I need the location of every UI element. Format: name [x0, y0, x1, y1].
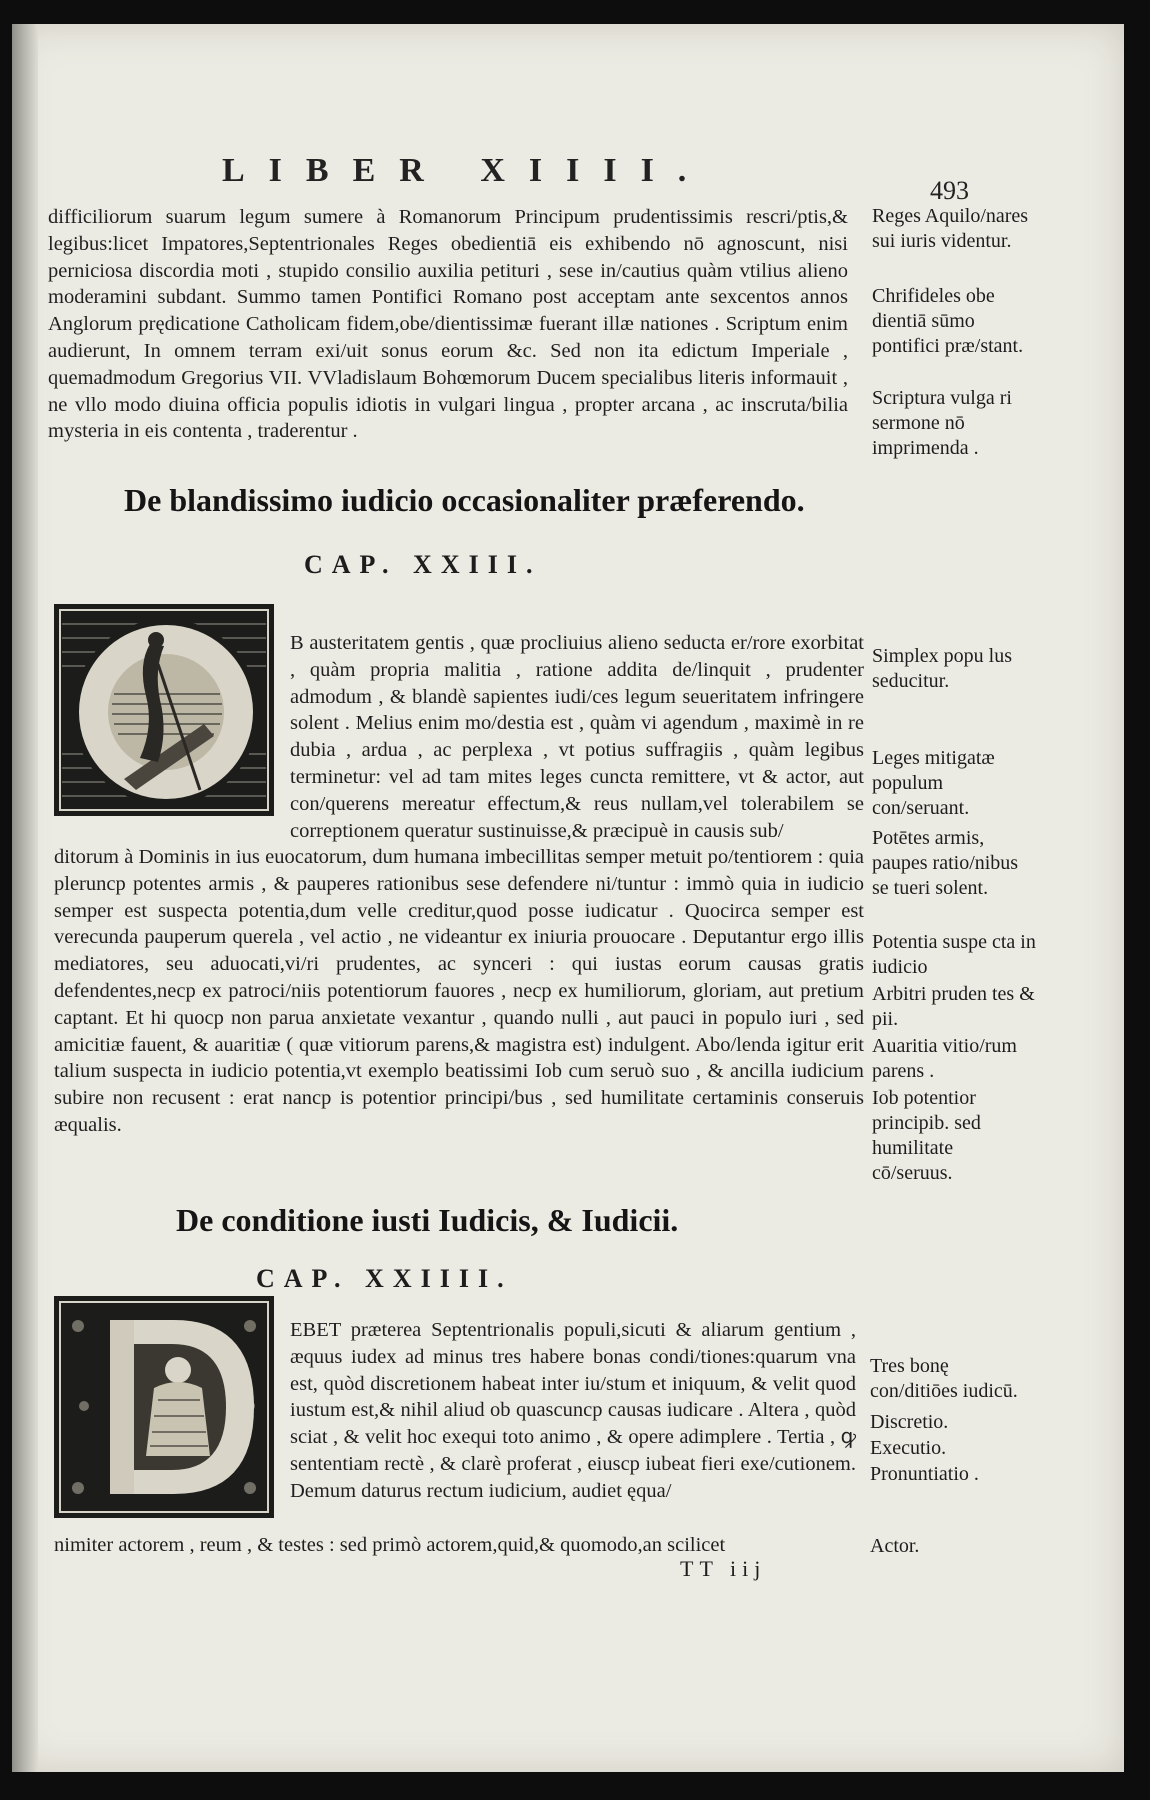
signature-mark: TT iij [680, 1556, 767, 1581]
chapter-24-heading: De conditione iusti Iudicis, & Iudicii. [176, 1202, 679, 1238]
margin-note-scriptura: Scriptura vulga ri sermone nō imprimenda . [872, 387, 1012, 459]
margin-note-leges: Leges mitigatæ populum con/seruant. [872, 747, 995, 819]
binding-edge [12, 24, 38, 1772]
margin-note-chrifideles: Chrifideles obe dientiā sūmo pontifici præ/stant. [872, 285, 1024, 357]
margin-note-arbitri: Arbitri pruden tes & pii. [872, 983, 1035, 1030]
margin-note-simplex: Simplex popu lus seducitur. [872, 645, 1013, 692]
book-page [12, 24, 1124, 1772]
margin-note-executio: Executio. [870, 1437, 947, 1459]
chapter-23-heading: De blandissimo iudicio occasionaliter præferendo. [124, 482, 805, 518]
running-head: LIBER XIIII. [222, 152, 711, 189]
chapter-23-paragraph-beside-initial: B austeritatem gentis , quæ procliuius alieno seducta er/rore exorbitat , quàm propria malitia , ratione addita de/linquit , prudenter admodum , & blandè sapientes iudi/ces legum seueritatem infringere solent . Melius enim mo/destia est , quàm vi agendum , maximè in re dubia , ardua , ac perplexa , vt potius suffragiis , quàm legibus terminetur: vel ad tam mites leges cuncta remittere, vt & actor, aut con/querens mereatur effectum,& reus nullam,vel tolerabilem se correptionem queratur sustinuisse,& præcipuè in causis sub/ [290, 632, 864, 842]
margin-note-discretio: Discretio. [870, 1411, 949, 1433]
top-paragraph: difficiliorum suarum legum sumere à Romanorum Principum prudentissimis rescri/ptis,& legibus:licet Impatores,Septentrionales Reges obedientiā eis exhibendo nō agnoscunt, nisi perniciosa discordia moti , stupido consilio auxilia petituri , sese in/cautius quàm vtilius alieno moderamini subdant. Summo tamen Pontifici Romano post acceptam ante sexcentos annos Anglorum prędicatione Catholicam fidem,obe/dientissimæ fuerant illæ nationes . Scriptum enim audierunt, In omnem terram exi/uit sonus eorum &c. Sed non ita edictum Imperiale , quemadmodum Gregorius VII. VVladislaum Bohœmorum Ducem specialibus literis informauit , ne vllo modo diuina officia populis idiotis in vulgari lingua , propter arcana , ac inscruta/bilia mysteria in eis contenta , traderentur . [48, 206, 848, 443]
chapter-23-paragraph: ditorum à Dominis in ius euocatorum, dum humana imbecillitas semper metuit po/tentiorem : quia pleruncp potentes armis , & pauperes rationibus sese defendere ni/tuntur : immò quia in iudicio semper est suspecta potentia,dum velle creditur,quod posse iudicatur . Quocirca semper est verecunda pauperum querela , vel actio , ne videantur ex iniuria prouocare . Deputantur ergo illis mediatores, seu aduocati,vi/ri prudentes, ac synceri : qui iustas eorum causas gratis defendentes,necp ex patroci/niis potentiorum fauores , necp ex humiliorum, gloriam, aut pretium captant. Et hi quocp non parua anxietate vexantur , quando nulli , aut pauci in populo iuri , sed amicitiæ fauent, & auaritiæ ( quæ vitiorum parens,& magistra est) indulgent. Abo/lenda igitur erit talium suspecta in iudicio potentia,vt exemplo beatissimi Iob cum seruò suo , & ancilla iudicium subire non recusent : erat nancp is potentior principi/bus , sed humilitate certaminis conseruis æqualis. [54, 846, 864, 1136]
margin-note-pronuntiatio: Pronuntiatio . [870, 1463, 979, 1485]
chapter-23-number: CAP. XXIII. [304, 550, 542, 579]
chapter-24-paragraph-beside-initial: EBET præterea Septentrionalis populi,sicuti & aliarum gentium , æquus iudex ad minus tres habere bonas condi/tiones:quarum vna est, quòd discretionem habeat inter iu/stum et iniquum, & velit quod iustum est,& nihil aliud ob quascuncp causas iudicare . Altera , quòd sciat , & velit hoc exequi toto animo , & opere adimplere . Tertia , ꝙ sententiam rectè , & clarè proferat , eiuscp iubeat fieri exe/cutionem. Demum daturus rectum iudicium, audiet ęqua/ [290, 1319, 856, 1502]
ornamental-initial-o [54, 604, 274, 816]
margin-note-potentes: Potētes armis, paupes ratio/nibus se tueri solent. [872, 827, 1019, 899]
ornamental-initial-d [54, 1296, 274, 1518]
chapter-24-paragraph: nimiter actorem , reum , & testes : sed primò actorem,quid,& quomodo,an scilicet [54, 1534, 726, 1556]
margin-note-auaritia: Auaritia vitio/rum parens . [872, 1035, 1017, 1082]
margin-note-tres: Tres bonę con/ditiōes iudicū. [870, 1355, 1018, 1402]
margin-note-iob: Iob potentior principib. sed humilitate cō/seruus. [872, 1087, 981, 1184]
margin-note-reges: Reges Aquilo/nares sui iuris videntur. [872, 205, 1029, 252]
margin-note-actor: Actor. [870, 1535, 920, 1557]
page-number: 493 [930, 176, 969, 205]
chapter-24-number: CAP. XXIIII. [256, 1264, 513, 1293]
margin-note-potentia: Potentia suspe cta in iudicio [872, 931, 1036, 978]
